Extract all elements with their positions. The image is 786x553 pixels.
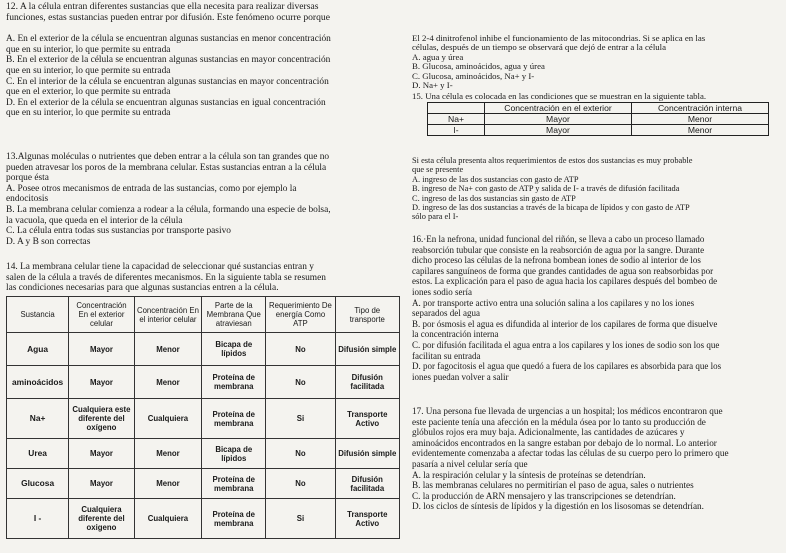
question-13 [6, 152, 402, 247]
cell: Menor [632, 125, 769, 136]
cell: Cualquiera [134, 499, 201, 539]
q15-after-1: Si esta célula presenta altos requerimientos de estos dos sustancias es muy probable [412, 156, 693, 165]
cell: Difusión simple [335, 333, 399, 366]
q17-option-c[interactable]: C. la producción de ARN mensajero y las transcripciones se detendrían. [412, 490, 676, 501]
cell: Menor [134, 439, 201, 469]
cell: No [266, 439, 335, 469]
q13-option-b-2[interactable]: la vacuola, que queda en el interior de la célula [6, 215, 183, 226]
cell: Urea [7, 439, 69, 469]
q12-option-d-2[interactable]: que en su interior, lo que permite su entrada [6, 108, 171, 119]
q17-stem-2: este paciente tenía una afección en la médula ósea por lo tanto su producción de [412, 416, 706, 427]
cell: Mayor [69, 333, 135, 366]
q12-stem-1: 12. A la célula entran diferentes sustancias que ella necesita para realizar diversas [6, 1, 319, 12]
q15-option-d-2[interactable]: sólo para el I- [412, 212, 459, 222]
q13-option-a-2[interactable]: endocitosis [6, 194, 49, 205]
q12-stem-2: funciones, estas sustancias pueden entrar por difusión. Este fenómeno ocurre porque [6, 11, 330, 23]
q14-col-header: Concentración En el exterior celular [69, 297, 135, 333]
cell: I- [428, 125, 485, 136]
cell: Na+ [428, 114, 485, 125]
q17-option-b[interactable]: B. las membranas celulares no permitirían el paso de agua, sales o nutrientes [412, 480, 694, 491]
cell: Glucosa [7, 469, 69, 499]
table-row [7, 399, 400, 439]
q16-option-d-2[interactable]: iones puedan volver a salir [412, 371, 509, 382]
q12-option-c-1[interactable]: C. En el interior de la célula se encuentran algunas sustancias en mayor concentración [6, 76, 329, 87]
cell: Proteína de membrana [202, 469, 266, 499]
cell: Mayor [69, 439, 135, 469]
cell: Menor [632, 114, 769, 125]
cell: aminoácidos [7, 366, 69, 399]
q16-option-b-2[interactable]: la concentración interna [412, 329, 499, 340]
intro24-option-c[interactable]: C. Glucosa, aminoácidos, Na+ y I- [412, 70, 535, 81]
q15-body [412, 156, 780, 222]
q13-stem-1: 13.Algunas moléculas o nutrientes que deben entrar a la célula son tan grandes que no [6, 152, 330, 162]
cell: Si [266, 499, 335, 539]
q12-option-a-2[interactable]: que en su interior, lo que permite su entrada [6, 44, 171, 55]
q16-option-b-1[interactable]: B. por ósmosis el agua es difundida al interior de los capilares de forma que disuelve [412, 318, 718, 329]
q16-option-a-1[interactable]: A. por transporte activo entra una solución salina a los capilares y no los iones [412, 297, 695, 308]
table-row [7, 499, 400, 539]
cell: Difusión facilitada [335, 366, 399, 399]
cell: Mayor [69, 469, 135, 499]
cell: Menor [134, 366, 201, 399]
q12-option-b-2[interactable]: que en su interior, lo que permite su entrada [6, 65, 171, 76]
q15-option-a[interactable]: A. ingreso de las dos sustancias con gasto de ATP [412, 174, 579, 184]
q17-stem-5: evidentemente comenzaba a afectar todas las células de su cuerpo pero lo primero que [412, 448, 729, 459]
q15-col-header: Concentración interna [632, 103, 769, 114]
intro24-option-b[interactable]: B. Glucosa, aminoácidos, agua y úrea [412, 61, 545, 72]
q12-option-b-1[interactable]: B. En el exterior de la célula se encuentran algunas sustancias en mayor concentración [6, 55, 331, 66]
intro24-option-d[interactable]: D. Na+ y I- [412, 80, 453, 91]
q14-stem-3: las condiciones necesarias para que algunas sustancias entren a la célula. [6, 283, 279, 294]
cell: I - [7, 499, 69, 539]
cell: Transporte Activo [335, 399, 399, 439]
q15-option-d-1[interactable]: D. ingreso de las dos sustancias a través de la bicapa de lípidos y con gasto de ATP [412, 203, 690, 213]
cell: Cualquiera este diferente del oxígeno [69, 399, 135, 439]
q16-stem-4: capilares sanguíneos de forma que grandes cantidades de agua son reabsorbidas por [412, 265, 714, 276]
q14-stem-1: 14. La membrana celular tiene la capacidad de seleccionar qué sustancias entran y [6, 262, 314, 272]
q14-stem-2: salen de la célula a través de diferentes mecanismos. En la siguiente tabla se resumen [6, 272, 326, 283]
cell: Menor [134, 333, 201, 366]
q13-stem-3: porque ésta [6, 173, 49, 184]
q16-option-c-2[interactable]: facilitan su entrada [412, 350, 481, 361]
cell: Bicapa de lípidos [202, 439, 266, 469]
q17-stem-3: glóbulos rojos era muy baja. Adicionalmente, las cantidades de azúcares y [412, 427, 685, 438]
q13-stem-2: pueden atravesar los poros de la membrana celular. Estas sustancias entran a la célula [6, 162, 327, 173]
cell: No [266, 366, 335, 399]
q17-stem-4: aminoácidos encontrados en la sangre estaban por debajo de lo normal. Lo anterior [412, 437, 717, 448]
q13-option-b-1[interactable]: B. La membrana celular comienza a rodear a la célula, formando una especie de bolsa, [6, 204, 331, 215]
q15-stem: 15. Una célula es colocada en las condiciones que se muestran en la siguiente tabla. [412, 91, 707, 101]
table-row [428, 114, 769, 125]
q16-stem-3: dicho proceso las células de la nefrona bombean iones de sodio al interior de los [412, 255, 701, 266]
question-16 [412, 234, 780, 382]
q16-option-d-1[interactable]: D. por fagocitosis el agua que quedó a fuera de los capilares es absorbida para que los [412, 361, 722, 372]
q14-col-header: Requerimiento De energía Como ATP [266, 297, 335, 333]
cell: Proteína de membrana [202, 499, 266, 539]
q14-table-header-row [7, 297, 400, 333]
q13-option-d[interactable]: D. A y B son correctas [6, 236, 91, 247]
q13-option-c[interactable]: C. La célula entra todas sus sustancias por transporte pasivo [6, 226, 231, 237]
cell: Difusión facilitada [335, 469, 399, 499]
q17-stem-1: 17. Una persona fue llevada de urgencias a un hospital; los médicos encontraron que [412, 406, 723, 416]
cell: Proteína de membrana [202, 399, 266, 439]
q16-option-c-1[interactable]: C. por difusión facilitada el agua entra a los capilares y los iones de sodio son los que [412, 339, 720, 350]
table-row [7, 469, 400, 499]
cell: Proteína de membrana [202, 366, 266, 399]
cell: Transporte Activo [335, 499, 399, 539]
question-14 [6, 262, 402, 294]
intro24-line-1: El 2-4 dinitrofenol inhibe el funcionamiento de las mitocondrias. Si se aplica en las [412, 33, 706, 43]
q15-table-header-row [428, 103, 769, 114]
cell: Mayor [69, 366, 135, 399]
q14-col-header: Concentración En el interior celular [134, 297, 201, 333]
table-row [7, 439, 400, 469]
cell: Bicapa de lípidos [202, 333, 266, 366]
intro24-line-2: células, después de un tiempo se observará que dejó de entrar a la célula [412, 42, 667, 53]
q15-option-c[interactable]: C. ingreso de las dos sustancias sin gasto de ATP [412, 193, 576, 203]
q14-col-header: Tipo de transporte [335, 297, 399, 333]
table-row [7, 333, 400, 366]
q14-table [6, 296, 400, 539]
q15-col-header [428, 103, 485, 114]
q15-after-2: que se presente [412, 165, 464, 175]
q16-option-a-2[interactable]: separados del agua [412, 308, 480, 319]
q15-col-header: Concentración en el exterior [485, 103, 632, 114]
q14-col-header: Sustancia [7, 297, 69, 333]
cell: Difusión simple [335, 439, 399, 469]
cell: Menor [134, 469, 201, 499]
q16-stem-6: iones sodio sería [412, 286, 472, 297]
q13-option-a-1[interactable]: A. Posee otros mecanismos de entrada de las sustancias, como por ejemplo la [6, 183, 297, 194]
q16-stem-1: 16.·En la nefrona, unidad funcional del riñón, se lleva a cabo un proceso llamado [412, 234, 705, 244]
cell: Mayor [485, 125, 632, 136]
cell: Mayor [485, 114, 632, 125]
q15-table [427, 102, 769, 136]
q17-stem-6: pasaría a nivel celular sería que [412, 458, 528, 469]
q17-option-a[interactable]: A. la respiración celular y la síntesis de proteínas se detendrían. [412, 469, 646, 480]
cell: No [266, 333, 335, 366]
cell: Cualquiera diferente del oxigeno [69, 499, 135, 539]
question-15 [412, 91, 780, 102]
table-row [7, 366, 400, 399]
q16-stem-2: reabsorción tubular que consiste en la reabsorción de agua por la sangre. Durante [412, 244, 705, 255]
q12-option-a-1[interactable]: A. En el exterior de la célula se encuentran algunas sustancias en menor concentración [6, 34, 331, 45]
dinitrofenol-question [412, 34, 780, 90]
cell: Agua [7, 333, 69, 366]
q16-stem-5: estos. La explicación para el paso de agua hacia los capilares después del bombeo de [412, 276, 718, 287]
cell: No [266, 469, 335, 499]
q14-col-header: Parte de la Membrana Que atraviesan [202, 297, 266, 333]
q15-option-b[interactable]: B. ingreso de Na+ con gasto de ATP y salida de I- a través de difusión facilitada [412, 184, 680, 194]
table-row [428, 125, 769, 136]
intro24-option-a[interactable]: A. agua y úrea [412, 51, 464, 62]
cell: Cualquiera [134, 399, 201, 439]
question-17 [412, 406, 780, 512]
q17-option-d[interactable]: D. los ciclos de síntesis de lípidos y la digestión en los lisosomas se detendrían. [412, 501, 704, 512]
cell: Si [266, 399, 335, 439]
q12-option-c-2[interactable]: que en el exterior, lo que permite su entrada [6, 87, 171, 98]
q12-option-d-1[interactable]: D. En el exterior de la célula se encuentran algunas sustancias en igual concentración [6, 97, 326, 108]
cell: Na+ [7, 399, 69, 439]
question-12 [6, 2, 402, 119]
